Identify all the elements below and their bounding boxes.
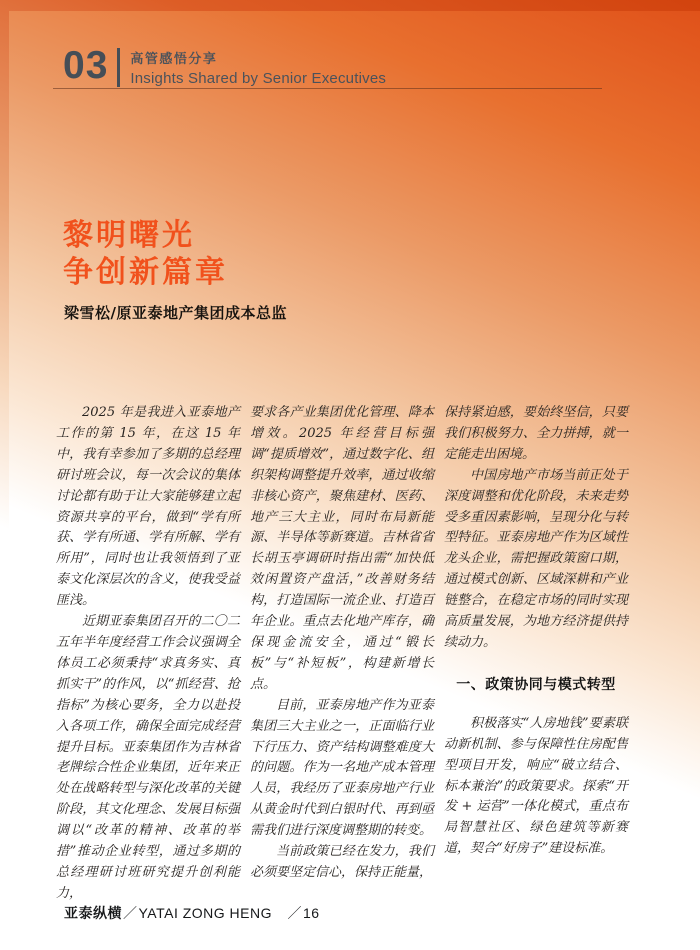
footer-separator: ／ [123, 905, 138, 921]
section-title-en: Insights Shared by Senior Executives [130, 70, 387, 87]
footer-separator: ／ [273, 905, 303, 921]
body-paragraph: 中国房地产市场当前正处于深度调整和优化阶段，未来走势受多重因素影响，呈现分化与转型特征。亚泰房地产作为区域性龙头企业，需把握政策窗口期，通过模式创新、区域深耕和产业链整合，在稳定市场的同时实现高质量发展，为地方经济提供持续动力。 [444, 467, 628, 650]
article-body [56, 403, 628, 901]
section-header [63, 44, 387, 87]
body-paragraph: 近期亚泰集团召开的二〇二五年半年度经营工作会议强调全体员工必须秉持“求真务实、真抓实干”的作风，以“抓经营、抢指标”为核心要务，全力以赴投入各项工作，确保全面完成经营提升目标。亚泰集团作为吉林省老牌综合性企业集团，近年来正处在战略转型与深化改革的关键阶段，其文化理念、发展目标强调以“改革的精神、改革的举措”推动企业转型，通过多期的总经理研讨班研究提升创利能力， [56, 614, 240, 901]
body-paragraph: 要求各产业集团优化管理、降本增效。2025 年经营目标强调“提质增效”，通过数字化、组织架构调整提升效率，通过收缩非核心资产，聚焦建材、医药、地产三大主业，同时布局新能源、半导体等新赛道。吉林省省长胡玉亭调研时指出需“加快低效闲置资产盘活，”改善财务结构，打造国际一流企业、打造百年企业。重点去化地产库存，确保现金流安全，通过“锻长板”与“补短板”，构建新增长点。 [250, 405, 434, 692]
header-rule [53, 88, 602, 89]
section-heading: 一、政策协同与模式转型 [456, 675, 616, 692]
body-paragraph: 当前政策已经在发力，我们必须要坚定信心，保持正能量， [250, 844, 434, 880]
article-title [63, 217, 228, 291]
footer-magazine-name-cn: 亚泰纵横 [64, 905, 122, 921]
section-titles [130, 47, 386, 87]
section-title-cn: 高管感悟分享 [130, 51, 218, 66]
article-column-3 [444, 403, 628, 878]
body-paragraph: 2025 年是我进入亚泰地产工作的第 15 年，在这 15 年中，我有幸参加了多期的总经理研讨班会议，每一次会议的集体讨论都有助于让大家能够建立起资源共享的平台，做到“学有所获、学有所通、学有所解、学有所用”，同时也让我领悟到了亚泰文化深层次的含义，使我受益匪浅。 [56, 405, 240, 609]
body-paragraph: 积极落实“人房地钱”要素联动新机制、参与保障性住房配售型项目开发，响应“破立结合、标本兼治”的政策要求。探索“开发 + 运营”一体化模式，重点布局智慧社区、绿色建筑等新赛道，契合“好房子”建设标准。 [444, 715, 628, 857]
header-divider-bar [117, 48, 120, 87]
footer-magazine-name-en: YATAI ZONG HENG [138, 905, 273, 921]
footer-page-number: 16 [303, 905, 320, 921]
article-title-line-2: 争创新篇章 [63, 256, 228, 289]
article-byline: 梁雪松/原亚泰地产集团成本总监 [64, 304, 287, 322]
body-paragraph: 保持紧迫感，要始终坚信，只要我们积极努力、全力拼搏，就一定能走出困境。 [444, 405, 628, 462]
article-column-1 [56, 403, 240, 901]
article-column-2 [250, 403, 434, 878]
article-title-line-1: 黎明曙光 [63, 219, 195, 252]
body-paragraph: 目前，亚泰房地产作为亚泰集团三大主业之一，正面临行业下行压力、资产结构调整难度大的问题。作为一名地产成本管理人员，我经历了亚泰房地产行业从黄金时代到白银时代、再到亟需我们进行深度调整期的转变。 [250, 697, 434, 839]
page-footer [64, 903, 320, 923]
section-number: 03 [63, 44, 109, 87]
